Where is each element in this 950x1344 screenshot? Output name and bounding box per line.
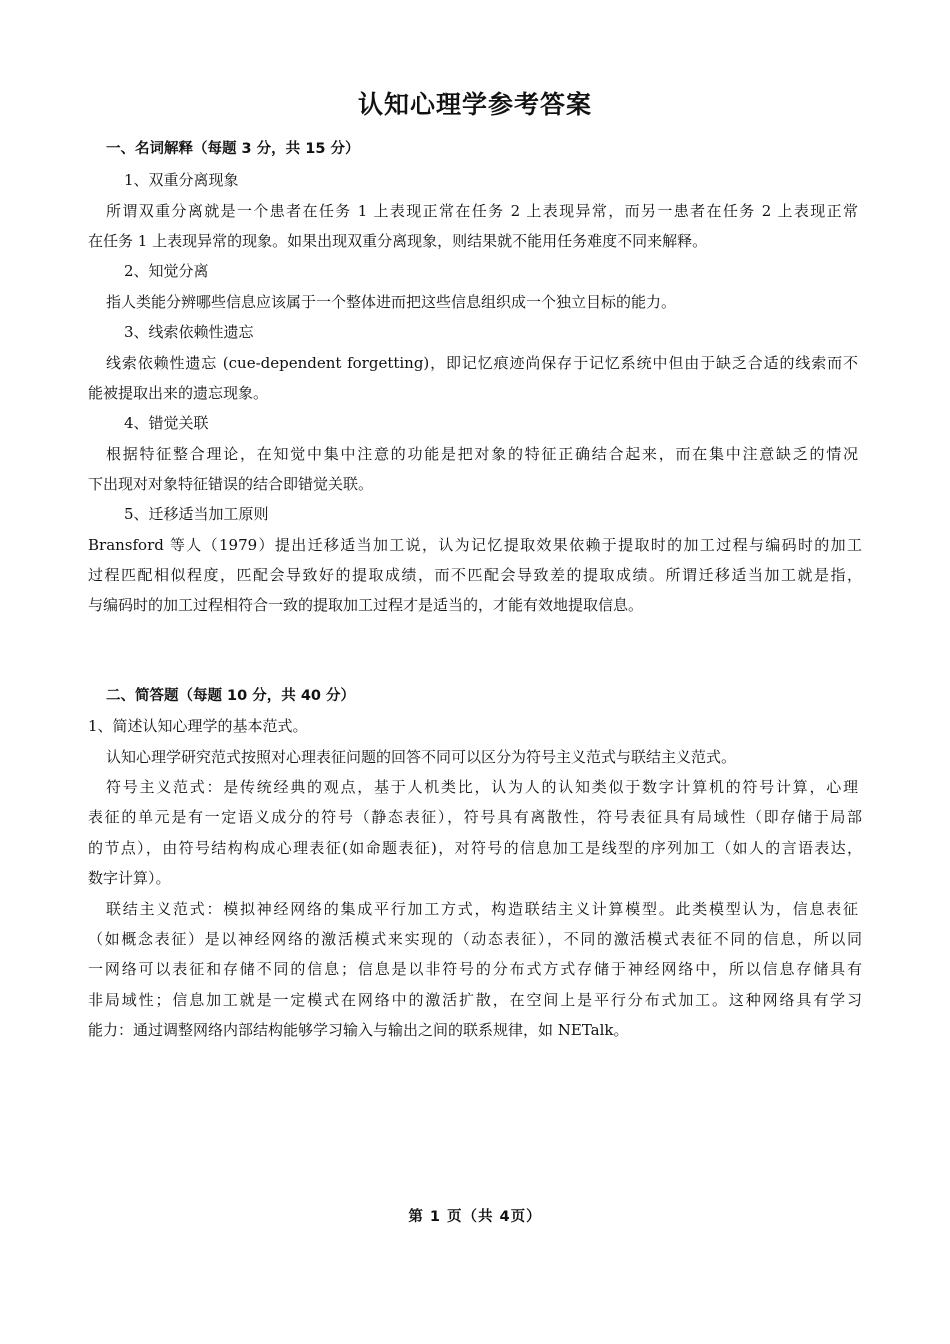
answer-line: 一网络可以表征和存储不同的信息；信息是以非符号的分布式方式存储于神经网络中，所以信息存储具有 [88, 960, 862, 978]
term-label-4: 4、错觉关联 [124, 414, 209, 432]
term-label-5: 5、迁移适当加工原则 [124, 505, 269, 523]
question-title-1: 1、简述认知心理学的基本范式。 [88, 717, 308, 735]
answer-line: 表征的单元是有一定语义成分的符号（静态表征），符号具有离散性，符号表征具有局域性（即存储于局部 [88, 808, 862, 826]
section-heading-2: 二、简答题（每题 10 分，共 40 分） [106, 688, 356, 704]
answer-line: 能力：通过调整网络内部结构能够学习输入与输出之间的联系规律，如 NETalk。 [88, 1021, 629, 1039]
term-definition-line: 与编码时的加工过程相符合一致的提取加工过程才是适当的，才能有效地提取信息。 [88, 596, 644, 614]
answer-line: 符号主义范式：是传统经典的观点，基于人机类比，认为人的认知类似于数字计算机的符号计算，心理 [106, 778, 858, 796]
answer-line: 认知心理学研究范式按照对心理表征问题的回答不同可以区分为符号主义范式与联结主义范式。 [106, 748, 737, 766]
term-definition-line: 在任务 1 上表现异常的现象。如果出现双重分离现象，则结果就不能用任务难度不同来解释。 [88, 232, 708, 250]
answer-line: （如概念表征）是以神经网络的激活模式来实现的（动态表征），不同的激活模式表征不同的信息，所以同 [88, 930, 862, 948]
term-label-2: 2、知觉分离 [124, 262, 209, 280]
term-definition-line: Bransford 等人（1979）提出迁移适当加工说，认为记忆提取效果依赖于提取时的加工过程与编码时的加工 [88, 536, 862, 554]
answer-line: 数字计算）。 [88, 869, 171, 887]
answer-line: 非局域性；信息加工就是一定模式在网络中的激活扩散，在空间上是平行分布式加工。这种网络具有学习 [88, 991, 862, 1009]
term-label-3: 3、线索依赖性遗忘 [124, 323, 254, 341]
answer-line: 联结主义范式：模拟神经网络的集成平行加工方式，构造联结主义计算模型。此类模型认为，信息表征 [106, 900, 858, 918]
term-definition-line: 指人类能分辨哪些信息应该属于一个整体进而把这些信息组织成一个独立目标的能力。 [106, 293, 677, 311]
term-definition-line: 线索依赖性遗忘 (cue-dependent forgetting)，即记忆痕迹尚保存于记忆系统中但由于缺乏合适的线索而不 [106, 354, 858, 372]
term-definition-line: 下出现对对象特征错误的结合即错觉关联。 [88, 475, 374, 493]
page-number-footer: 第 1 页（共 4页） [408, 1209, 542, 1225]
term-definition-line: 过程匹配相似程度，匹配会导致好的提取成绩，而不匹配会导致差的提取成绩。所谓迁移适当加工就是指， [88, 566, 862, 584]
term-definition-line: 能被提取出来的遗忘现象。 [88, 384, 269, 402]
term-definition-line: 所谓双重分离就是一个患者在任务 1 上表现正常在任务 2 上表现异常，而另一患者在任务 2 上表现正常 [106, 202, 858, 220]
page-title: 认知心理学参考答案 [357, 90, 592, 119]
term-label-1: 1、双重分离现象 [124, 171, 239, 189]
answer-line: 的节点），由符号结构构成心理表征(如命题表征)，对符号的信息加工是线型的序列加工（如人的言语表达， [88, 839, 862, 857]
term-definition-line: 根据特征整合理论，在知觉中集中注意的功能是把对象的特征正确结合起来，而在集中注意缺乏的情况 [106, 445, 858, 463]
section-heading-1: 一、名词解释（每题 3 分，共 15 分） [106, 141, 360, 157]
